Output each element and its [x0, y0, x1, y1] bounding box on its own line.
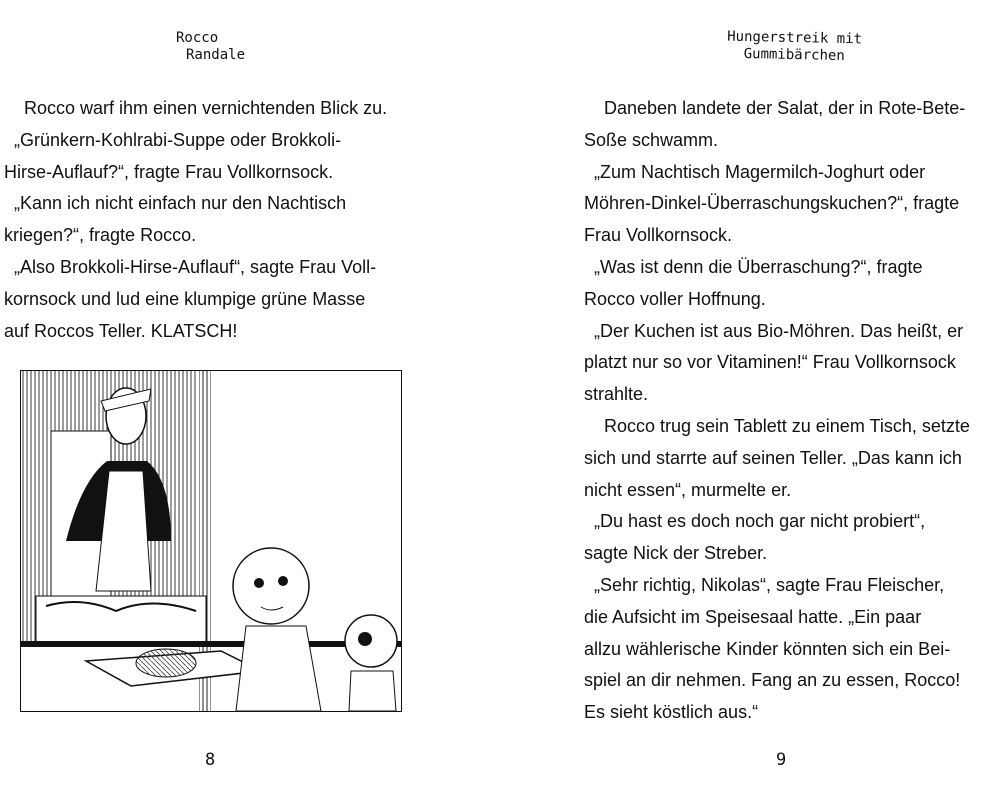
text-line: Möhren-Dinkel-Überraschungskuchen?“, fragte: [584, 193, 960, 214]
text-line: Frau Vollkornsock.: [584, 225, 733, 246]
text-line: Hirse-Auflauf?“, fragte Frau Vollkornsock.: [4, 161, 334, 182]
text-line: „Du hast es doch noch gar nicht probiert“,: [584, 511, 926, 532]
text-line: kriegen?“, fragte Rocco.: [4, 225, 197, 246]
left-body-text: [4, 93, 387, 347]
right-page: [580, 0, 1000, 800]
text-line: Soße schwamm.: [584, 129, 719, 150]
running-head-line: Hungerstreik mit: [727, 28, 863, 48]
text-line: „Was ist denn die Überraschung?“, fragte: [584, 256, 923, 277]
text-line: allzu wählerische Kinder könnten sich ein Bei-: [584, 638, 951, 659]
text-line: „Zum Nachtisch Magermilch-Joghurt oder: [584, 161, 926, 182]
running-head-right: [727, 29, 863, 66]
text-line: Daneben landete der Salat, der in Rote-Bete-: [584, 98, 966, 118]
text-line: nicht essen“, murmelte er.: [584, 479, 792, 500]
text-line: sich und starrte auf seinen Teller. „Das kann ich: [584, 447, 962, 468]
text-line: „Sehr richtig, Nikolas“, sagte Frau Fleischer,: [584, 574, 945, 595]
text-line: die Aufsicht im Speisesaal hatte. „Ein paar: [584, 606, 922, 627]
text-line: platzt nur so vor Vitaminen!“ Frau Vollkornsock: [584, 352, 956, 373]
text-line: spiel an dir nehmen. Fang an zu essen, Rocco!: [584, 670, 961, 691]
text-line: strahlte.: [584, 384, 649, 405]
text-line: „Kann ich nicht einfach nur den Nachtisch: [4, 193, 347, 214]
text-line: kornsock und lud eine klumpige grüne Masse: [4, 288, 366, 309]
text-line: „Grünkern-Kohlrabi-Suppe oder Brokkoli-: [4, 129, 342, 150]
text-line: „Der Kuchen ist aus Bio-Möhren. Das heißt, er: [584, 320, 964, 341]
left-page: [0, 0, 420, 800]
running-head-line: Gummibärchen: [743, 45, 845, 65]
page-number: 8: [205, 750, 216, 770]
cafeteria-illustration: [20, 370, 402, 712]
running-head-left: [176, 30, 245, 64]
text-line: Rocco trug sein Tablett zu einem Tisch, setzte: [584, 415, 970, 436]
page-number: 9: [776, 750, 787, 770]
running-head-line: Rocco: [176, 30, 219, 46]
text-line: Es sieht köstlich aus.“: [584, 702, 759, 723]
text-line: „Also Brokkoli-Hirse-Auflauf“, sagte Frau Voll-: [4, 256, 377, 277]
text-line: auf Roccos Teller. KLATSCH!: [4, 320, 238, 341]
illustration-drawing: [21, 371, 401, 711]
text-line: Rocco voller Hoffnung.: [584, 288, 766, 309]
right-body-text: [584, 93, 970, 729]
text-line: Rocco warf ihm einen vernichtenden Blick zu.: [4, 98, 388, 118]
text-line: sagte Nick der Streber.: [584, 543, 768, 564]
running-head-line: Randale: [186, 47, 246, 63]
